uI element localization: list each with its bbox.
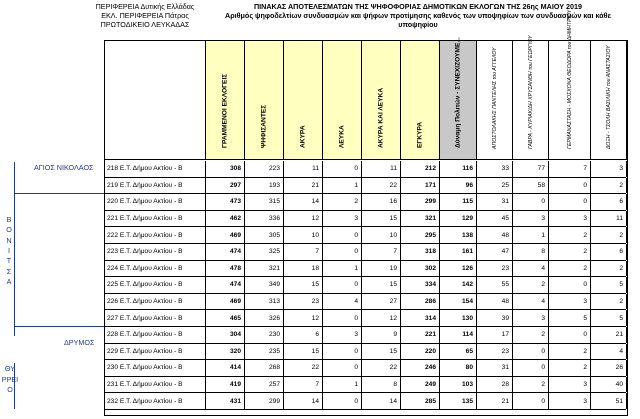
table-cell: 249 [401,377,440,393]
table-cell: 235 [245,344,284,360]
header-center [218,2,618,29]
table-cell: 48 [477,294,513,310]
table-cell: 14 [362,393,401,409]
table-cell: 3 [323,327,362,343]
table-cell: 7 [362,244,401,260]
table-cell: 40 [591,377,627,393]
area-divider-line [14,193,104,194]
table-cell: 6 [284,327,323,343]
table-cell: 22 [362,360,401,376]
table-cell: 161 [440,244,477,260]
table-row [105,227,626,244]
table-cell: 25 [477,178,513,194]
table-cell: 65 [440,344,477,360]
column-header [245,41,284,159]
vonitsa-letter: Ο [6,225,12,235]
table-cell: 0 [323,360,362,376]
table-cell: 21 [477,393,513,409]
table-cell: 77 [513,161,549,177]
table-cell: 19 [362,261,401,277]
table-cell: 126 [440,261,477,277]
table-cell: 9 [362,327,401,343]
station-name: 221 Ε.Τ. Δήμου Ακτίου - Β [105,211,206,227]
table-cell: 334 [401,277,440,293]
table-cell: 55 [477,277,513,293]
station-name: 220 Ε.Τ. Δήμου Ακτίου - Β [105,194,206,210]
table-cell: 478 [206,261,245,277]
table-cell: 1 [323,377,362,393]
table-row [105,261,626,278]
table-cell: 0 [549,327,591,343]
header-divider [105,159,627,160]
column-header [284,41,323,159]
table-cell: 326 [245,310,284,326]
table-cell: 220 [401,344,440,360]
table-cell: 11 [362,161,401,177]
column-header-label: ΓΕΡΜΑΝΑΣΤΑΣΗ - ΜΟΣΧΟΝΑ ΘΕΟΔΩΡΑ του ΔΗΜΗΤΡΙΟΥ [566,9,573,149]
vonitsa-letter: Ι [8,245,10,255]
table-title: ΠΙΝΑΚΑΣ ΑΠΟΤΕΛΕΣΜΑΤΩΝ ΤΗΣ ΨΗΦΟΦΟΡΙΑΣ ΔΗΜΟΤΙΚΩΝ ΕΚΛΟΓΩΝ ΤΗΣ 26ης ΜΑΙΟΥ 2019 [253,2,582,11]
table-cell: 2 [513,327,549,343]
table-cell: 3 [549,377,591,393]
table-cell: 6 [591,194,627,210]
column-header [591,41,627,159]
table-cell: 1 [323,178,362,194]
table-cell: 7 [549,161,591,177]
table-cell: 154 [440,294,477,310]
table-cell: 0 [513,360,549,376]
station-name: 227 Ε.Τ. Δήμου Ακτίου - Β [105,310,206,326]
table-cell: 321 [401,211,440,227]
table-cell: 3 [591,161,627,177]
table-cell: 1 [513,227,549,243]
column-header-label: ΛΕΥΚΑ [338,125,346,148]
table-cell: 16 [362,194,401,210]
area-label-vonitsa [4,215,14,288]
area-label-drymos: ΔΡΥΜΟΣ [64,337,95,347]
table-row [105,327,626,344]
table-cell: 0 [323,310,362,326]
station-name: 218 Ε.Τ. Δήμου Ακτίου - Β [105,161,206,177]
table-cell: 230 [245,327,284,343]
area-bracket-line [14,162,15,336]
table-cell: 18 [284,261,323,277]
table-cell: 474 [206,244,245,260]
table-cell: 15 [362,277,401,293]
station-name: 222 Ε.Τ. Δήμου Ακτίου - Β [105,227,206,243]
table-cell: 7 [284,377,323,393]
station-name: 223 Ε.Τ. Δήμου Ακτίου - Β [105,244,206,260]
table-cell: 3 [549,211,591,227]
table-cell: 114 [440,327,477,343]
table-cell: 142 [440,277,477,293]
table-cell: 0 [323,244,362,260]
area-label-thyrreio [0,364,20,395]
table-cell: 129 [440,211,477,227]
table-cell: 336 [245,211,284,227]
table-cell: 3 [513,310,549,326]
column-header-label: ΑΚΥΡΑ [299,125,307,148]
vonitsa-letter: Α [6,277,12,287]
table-cell: 10 [362,227,401,243]
table-cell: 2 [591,227,627,243]
table-cell: 419 [206,377,245,393]
table-cell: 474 [206,277,245,293]
table-row [105,194,626,211]
area-label-agios-nikolaos: ΑΓΙΟΣ ΝΙΚΟΛΑΟΣ [34,163,94,172]
column-header [477,41,513,159]
table-cell: 299 [245,393,284,409]
table-cell: 285 [401,393,440,409]
table-cell: 469 [206,294,245,310]
table-cell: 257 [245,377,284,393]
table-cell: 21 [591,327,627,343]
station-name: 219 Ε.Τ. Δήμου Ακτίου - Β [105,178,206,194]
table-cell: 21 [284,178,323,194]
table-cell: 212 [401,161,440,177]
table-cell: 7 [284,244,323,260]
table-cell: 304 [206,327,245,343]
table-cell: 286 [401,294,440,310]
table-cell: 473 [206,194,245,210]
table-cell: 12 [284,211,323,227]
station-name: 225 Ε.Τ. Δήμου Ακτίου - Β [105,277,206,293]
table-cell: 23 [284,294,323,310]
table-cell: 414 [206,360,245,376]
table-cell: 23 [477,261,513,277]
thyrreio-part: Ο [7,384,13,394]
table-cell: 0 [549,277,591,293]
table-cell: 0 [513,344,549,360]
table-cell: 135 [440,393,477,409]
column-header [323,41,362,159]
table-cell: 3 [513,211,549,227]
table-cell: 0 [323,161,362,177]
table-cell: 15 [284,344,323,360]
column-header-label: Δύναμη Πολιτών - ΣΥΝΕΧΙΖΟΥΜΕ... [454,37,462,148]
table-cell: 325 [245,244,284,260]
table-cell: 5 [549,310,591,326]
table-row [105,178,626,195]
table-cell: 0 [513,194,549,210]
court-line: ΠΡΩΤΟΔΙΚΕΙΟ ΛΕΥΚΑΔΑΣ [100,20,190,29]
vonitsa-letter: Β [6,214,12,224]
table-cell: 48 [477,227,513,243]
table-cell: 299 [401,194,440,210]
table-cell: 103 [440,377,477,393]
table-subtitle: Αριθμός ψηφοδελτίων συνδυασμών και ψήφων προτίμησης καθενός των υποψηφίων των συνδυασμών και κάθε υποψηφίου [225,11,611,29]
table-cell: 4 [513,261,549,277]
table-cell: 3 [549,294,591,310]
station-name: 232 Ε.Τ. Δήμου Ακτίου - Β [105,393,206,409]
table-cell: 297 [206,178,245,194]
table-cell: 2 [549,360,591,376]
table-cell: 23 [477,344,513,360]
column-header-label: ΑΚΥΡΑ ΚΑΙ ΛΕΥΚΑ [377,87,385,148]
column-header-label: ΓΑΒΡΑ - ΚΥΡΙΑΚΙΔΗ ΧΡΥΣΑΝΘΗ του ΓΕΩΡΓΙΟΥ [527,35,534,149]
table-cell: 12 [284,310,323,326]
table-cell: 33 [477,161,513,177]
table-cell: 8 [513,244,549,260]
table-cell: 0 [323,393,362,409]
table-row [105,310,626,327]
table-row [105,294,626,311]
vonitsa-letter: Ν [6,235,12,245]
table-row [105,244,626,261]
table-cell: 116 [440,161,477,177]
column-header [440,37,477,159]
table-cell: 2 [591,178,627,194]
table-cell: 51 [591,393,627,409]
table-cell: 462 [206,211,245,227]
area-divider-line [14,326,104,327]
table-row [105,360,626,377]
table-cell: 3 [549,393,591,409]
table-cell: 6 [591,244,627,260]
table-row [105,344,626,361]
table-cell: 26 [591,360,627,376]
column-header-label: ΨΗΦΙΣΑΝΤΕΣ [260,104,268,148]
table-cell: 193 [245,178,284,194]
table-cell: 45 [477,211,513,227]
table-cell: 31 [477,194,513,210]
vonitsa-letter: Σ [6,266,12,276]
table-cell: 0 [323,277,362,293]
table-row [105,393,626,410]
table-cell: 22 [284,360,323,376]
table-cell: 14 [284,393,323,409]
table-cell: 268 [245,360,284,376]
column-header [206,41,245,159]
table-cell: 171 [401,178,440,194]
table-cell: 10 [284,227,323,243]
table-cell: 22 [362,178,401,194]
station-name: 226 Ε.Τ. Δήμου Ακτίου - Β [105,294,206,310]
table-cell: 28 [477,377,513,393]
vonitsa-letter: Τ [6,256,12,266]
column-header-label: ΓΡΑΜΜΕΝΟΙ ΕΚΛΟΓΕΙΣ [221,73,229,148]
thyrreio-part: ΡΡΕΙ [1,374,19,384]
table-cell: 5 [591,277,627,293]
table-cell: 223 [245,161,284,177]
table-cell: 431 [206,393,245,409]
name-column-header [105,41,206,159]
table-cell: 321 [245,261,284,277]
station-name: 231 Ε.Τ. Δήμου Ακτίου - Β [105,377,206,393]
column-header-label: ΔΟΞΗ - ΤΣΟΛΗ ΒΑΣΙΛΙΚΗ του ΑΝΑΣΤΑΣΙΟΥ [605,45,612,149]
table-cell: 314 [401,310,440,326]
table-cell: 138 [440,227,477,243]
table-cell: 58 [513,178,549,194]
table-cell: 0 [549,178,591,194]
table-cell: 349 [245,277,284,293]
column-header-label: ΑΠΟΣΤΟΛΑΚΗΣ ΠΑΝΤΕΛΗΣ του ΑΓΓΕΛΟΥ [491,47,498,149]
table-cell: 4 [323,294,362,310]
table-cell: 5 [591,310,627,326]
table-cell: 15 [362,344,401,360]
table-row [105,161,626,178]
table-cell: 31 [477,360,513,376]
table-cell: 295 [401,227,440,243]
header-left [70,2,220,29]
table-cell: 315 [245,194,284,210]
table-cell: 39 [477,310,513,326]
column-header [362,41,401,159]
station-name: 228 Ε.Τ. Δήμου Ακτίου - Β [105,327,206,343]
constituency-line: ΕΚΛ. ΠΕΡΙΦΕΡΕΙΑ Πάτρας [101,11,189,20]
table-cell: 465 [206,310,245,326]
table-cell: 2 [549,261,591,277]
table-cell: 2 [549,344,591,360]
table-cell: 246 [401,360,440,376]
table-cell: 17 [477,327,513,343]
station-name: 229 Ε.Τ. Δήμου Ακτίου - Β [105,344,206,360]
column-header [549,9,591,159]
table-cell: 14 [284,194,323,210]
table-cell: 8 [362,377,401,393]
table-cell: 0 [323,344,362,360]
table-cell: 130 [440,310,477,326]
table-cell: 15 [284,277,323,293]
column-header [401,41,440,159]
table-cell: 1 [323,261,362,277]
table-cell: 221 [401,327,440,343]
table-cell: 2 [323,194,362,210]
table-cell: 15 [362,211,401,227]
table-cell: 313 [245,294,284,310]
table-cell: 2 [591,261,627,277]
table-cell: 4 [591,344,627,360]
table-cell: 0 [549,194,591,210]
table-cell: 11 [591,211,627,227]
table-row [105,277,626,294]
table-cell: 318 [401,244,440,260]
station-name: 224 Ε.Τ. Δήμου Ακτίου - Β [105,261,206,277]
table-cell: 302 [401,261,440,277]
table-cell: 0 [513,393,549,409]
station-name: 230 Ε.Τ. Δήμου Ακτίου - Β [105,360,206,376]
table-cell: 0 [323,227,362,243]
table-cell: 3 [323,211,362,227]
table-cell: 2 [591,294,627,310]
column-header-label: ΕΓΚΥΡΑ [416,121,424,148]
table-cell: 2 [513,277,549,293]
table-row [105,377,626,394]
table-cell: 4 [513,294,549,310]
table-cell: 80 [440,360,477,376]
table-cell: 305 [245,227,284,243]
table-cell: 469 [206,227,245,243]
table-row [105,211,626,228]
column-header [513,35,549,159]
table-cell: 115 [440,194,477,210]
table-cell: 320 [206,344,245,360]
region-line: ΠΕΡΙΦΕΡΕΙΑ Δυτικής Ελλάδας [95,2,195,11]
table-cell: 308 [206,161,245,177]
table-cell: 96 [440,178,477,194]
table-cell: 11 [284,161,323,177]
table-cell: 12 [362,310,401,326]
thyrreio-part: ΘΥ [4,364,16,374]
table-cell: 2 [513,377,549,393]
table-cell: 2 [549,227,591,243]
table-cell: 47 [477,244,513,260]
table-cell: 2 [549,244,591,260]
table-cell: 27 [362,294,401,310]
